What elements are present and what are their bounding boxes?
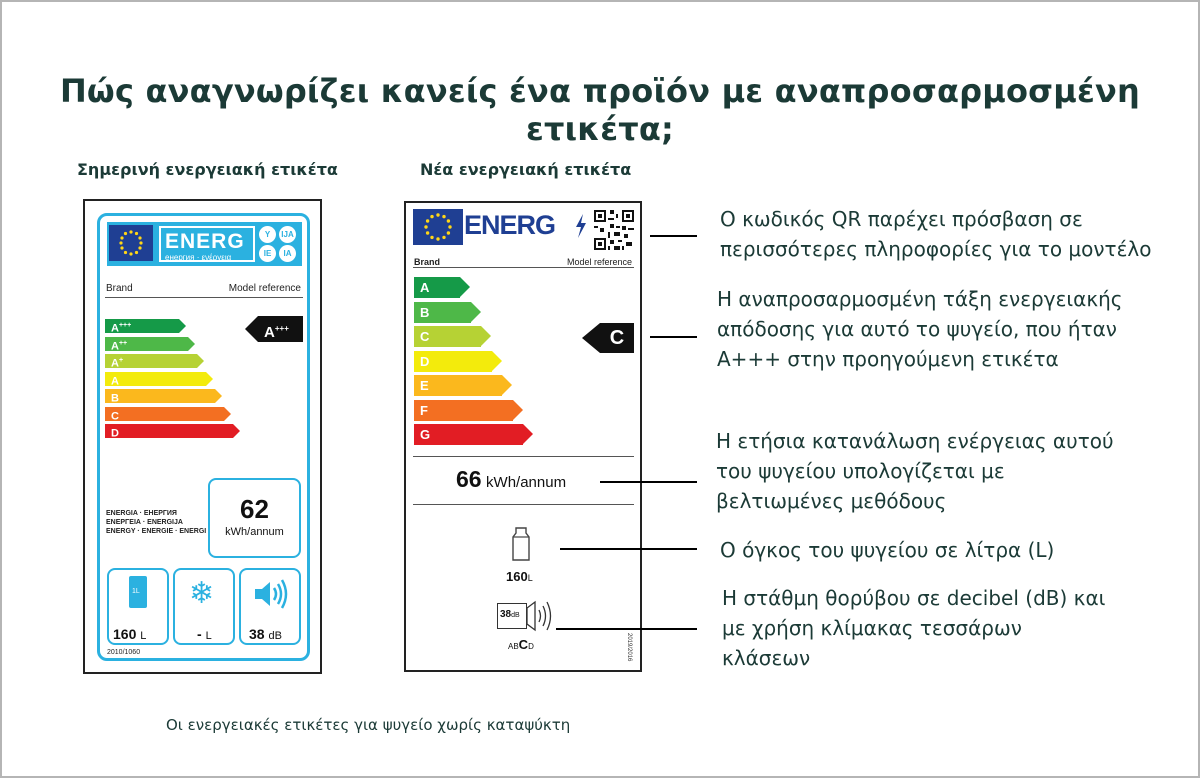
old-regulation: 2010/1060 (107, 649, 141, 656)
annotation-line: με χρήση κλίμακας τεσσάρων (722, 616, 1022, 640)
old-noise-value: 38 (249, 626, 265, 642)
new-class-bar (414, 302, 471, 323)
eu-flag-icon (109, 225, 153, 261)
noise-class-scale (508, 636, 534, 654)
connector-class (650, 336, 697, 338)
old-freezer-readout (197, 626, 212, 642)
new-class-letter: F (420, 402, 428, 418)
new-class-bar-tip (513, 400, 523, 420)
energ-logo-text: ENERG (165, 230, 245, 253)
connector-consumption (600, 481, 697, 483)
old-class-sup: +++ (118, 322, 132, 329)
connector-noise (556, 628, 697, 630)
annotation-line: Η αναπροσαρμοσμένη τάξη ενεργειακής (717, 287, 1123, 311)
lang-badge: IA (279, 245, 296, 262)
old-class-bar-tip (224, 407, 231, 421)
annotation-line: A+++ στην προηγούμενη ετικέτα (717, 347, 1059, 371)
old-rating-arrow (258, 316, 303, 342)
lightning-icon (575, 214, 587, 238)
fridge-volume-icon (512, 527, 530, 561)
old-class-bar (105, 407, 224, 421)
new-noise-unit: dB (511, 612, 520, 619)
connector-qr (650, 235, 697, 237)
annotation-line: Η στάθμη θορύβου σε decibel (dB) και (722, 586, 1106, 610)
old-class-bar (105, 337, 188, 351)
annotation-volume (720, 535, 1054, 565)
new-noise-readout (500, 609, 520, 620)
old-class-bar-tip (206, 372, 213, 386)
old-volume-unit: L (140, 630, 147, 642)
energ-logo-text: ENERG (464, 210, 556, 240)
annotation-line: περισσότερες πληροφορίες για το μοντέλο (720, 237, 1152, 261)
annotation-line: Η ετήσια κατανάλωση ενέργειας αυτού (716, 429, 1114, 453)
old-class-bar (105, 389, 215, 403)
old-class-bar-tip (188, 337, 195, 351)
new-class-bar-tip (492, 351, 502, 371)
milk-carton-text: 1L (132, 588, 140, 595)
divider (413, 267, 634, 268)
noise-class-active: C (518, 637, 529, 652)
connector-volume (560, 548, 697, 550)
new-class-letter: D (420, 353, 430, 369)
old-label-inner-frame (97, 213, 310, 661)
old-class-bar-tip (233, 424, 240, 438)
annotation-line: Ο κωδικός QR παρέχει πρόσβαση σε (720, 207, 1083, 231)
old-consumption-unit: kWh/annum (225, 526, 284, 538)
new-class-bar (414, 351, 492, 372)
old-class-bar (105, 424, 233, 438)
annotation-noise (722, 583, 1105, 673)
snowflake-icon: ❄ (189, 577, 215, 610)
annotation-consumption (716, 426, 1114, 516)
old-label-header (107, 222, 302, 266)
old-class-bar-tip (179, 319, 186, 333)
new-consumption-unit: kWh/annum (486, 474, 567, 491)
new-volume-readout (506, 568, 533, 586)
new-class-bar (414, 375, 502, 396)
new-class-letter: G (420, 427, 431, 442)
qr-code-icon (594, 210, 634, 250)
sound-waves-icon (527, 599, 553, 633)
old-class-letter: A (111, 357, 119, 370)
divider (105, 297, 303, 298)
old-energy-label (83, 199, 322, 674)
brand-label: Brand (414, 257, 441, 267)
page-title: Πώς αναγνωρίζει κανείς ένα προϊόν με αναπροσαρμοσμένη ετικέτα; (59, 72, 1141, 148)
old-freezer-value: - (197, 626, 202, 642)
lang-badge: IJA (279, 226, 296, 243)
milk-carton-icon (129, 576, 147, 608)
model-reference-label: Model reference (228, 283, 301, 294)
annotation-line: βελτιωμένες μεθόδους (716, 489, 947, 513)
new-energy-label (404, 201, 642, 672)
old-class-bar (105, 372, 206, 386)
new-rating-arrow (600, 323, 634, 353)
new-class-bar (414, 424, 523, 445)
new-class-bar-tip (460, 277, 470, 297)
old-volume-readout (113, 626, 146, 642)
new-class-bar (414, 277, 460, 298)
annotation-qr (720, 204, 1151, 264)
old-rating-sup: +++ (274, 324, 289, 333)
old-class-letter: A (111, 322, 119, 335)
energ-logo-subtext: енергия · ενέργεια (165, 253, 232, 262)
lang-badge: IE (259, 245, 276, 262)
new-volume-unit: L (527, 573, 533, 583)
new-class-bar (414, 400, 513, 421)
old-noise-box (239, 568, 301, 645)
noise-class-inactive: D (528, 642, 534, 651)
old-label-heading: Σημερινή ενεργειακή ετικέτα (77, 160, 338, 179)
noise-class-inactive: AB (508, 642, 519, 651)
annotation-line: κλάσεων (722, 646, 811, 670)
old-consumption-value: 62 (240, 494, 269, 524)
old-class-bar-tip (197, 354, 204, 368)
new-noise-value: 38 (500, 609, 512, 620)
old-class-letter: D (111, 427, 119, 440)
old-class-bar (105, 319, 179, 333)
brand-label: Brand (106, 283, 133, 294)
old-class-sup: + (118, 357, 124, 364)
old-freezer-box (173, 568, 235, 645)
new-class-bar-tip (523, 424, 533, 444)
new-rating-letter: C (609, 327, 625, 349)
caption: Οι ενεργειακές ετικέτες για ψυγείο χωρίς καταψύκτη (166, 716, 571, 734)
new-class-bar-tip (481, 326, 491, 346)
old-class-bar (105, 354, 197, 368)
old-class-letter: A (111, 375, 119, 388)
old-rating-letter: A (264, 324, 275, 341)
energia-text (106, 509, 206, 536)
new-volume-value: 160 (506, 569, 528, 584)
new-class-letter: B (420, 304, 430, 320)
new-class-bar-tip (471, 302, 481, 322)
old-class-letter: B (111, 392, 119, 405)
energia-line: ΕΝΕΡΓΕΙΑ · ENERGIJA (106, 519, 183, 526)
old-class-sup: ++ (118, 339, 128, 347)
annotation-line: Ο όγκος του ψυγείου σε λίτρα (L) (720, 538, 1055, 562)
new-consumption-readout (456, 466, 566, 493)
speaker-icon (497, 603, 527, 629)
energia-line: ENERGIA · ЕНЕРГИЯ (106, 510, 177, 517)
annotation-line: απόδοσης για αυτό το ψυγείο, που ήταν (717, 317, 1117, 341)
new-class-letter: C (420, 329, 430, 344)
old-volume-box (107, 568, 169, 645)
divider (413, 504, 634, 505)
annotation-class (717, 284, 1123, 374)
old-class-letter: A (111, 340, 119, 353)
old-class-bar-tip (215, 389, 222, 403)
lang-badge: Y (259, 226, 276, 243)
old-volume-value: 160 (113, 626, 137, 642)
new-class-letter: E (420, 378, 429, 393)
energia-line: ENERGY · ENERGIE · ENERGI (106, 528, 207, 535)
old-class-letter: C (111, 410, 119, 423)
old-noise-unit: dB (268, 630, 282, 642)
new-consumption-value: 66 (456, 466, 482, 492)
divider (413, 456, 634, 457)
old-freezer-unit: L (205, 630, 212, 642)
old-consumption-box (208, 478, 301, 558)
new-label-heading: Νέα ενεργειακή ετικέτα (420, 160, 632, 179)
new-class-bar (414, 326, 481, 347)
energ-logo-box (159, 226, 255, 262)
speaker-icon (253, 578, 289, 610)
new-class-bar-tip (502, 375, 512, 395)
annotation-line: του ψυγείου υπολογίζεται με (716, 459, 1005, 483)
model-reference-label: Model reference (566, 257, 632, 267)
new-class-letter: A (420, 280, 430, 295)
old-noise-readout (249, 626, 282, 642)
new-regulation-text: 2019/2016 (626, 633, 632, 662)
eu-flag-icon (413, 209, 463, 245)
